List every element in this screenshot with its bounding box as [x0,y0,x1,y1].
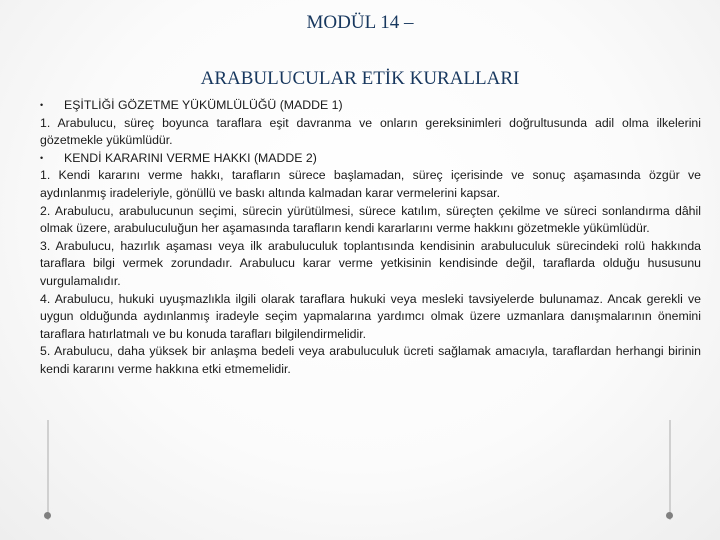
slide-title-line-1: MODÜL 14 – [306,12,414,33]
left-rail-dot [44,512,51,519]
right-rail-line [669,420,671,520]
right-rail-dot [666,512,673,519]
section-heading-text: EŞİTLİĞİ GÖZETME YÜKÜMLÜLÜĞÜ (MADDE 1) [64,98,343,112]
bullet-icon: • [40,100,44,110]
slide-body [40,97,701,379]
section-heading-madde-2 [40,150,701,168]
slide-title-line-2: ARABULUCULAR ETİK KURALLARI [200,68,520,89]
left-rail-line [47,420,49,520]
section-heading-madde-1 [40,97,701,115]
section-heading-text: KENDİ KARARINI VERME HAKKI (MADDE 2) [64,150,317,165]
paragraph-madde-2-item-2: 2. Arabulucu, arabulucunun seçimi, sürecin yürütülmesi, sürece katılım, süreçten çekilme ve süreci sonlandırma dâhil olmak üzere, arabuluculuğun her aşamasında tarafların kendi kararlarını verme hakkını gözetmekle yükümlüdür. [40,203,701,236]
paragraph-madde-1-item-1: 1. Arabulucu, süreç boyunca taraflara eşit davranma ve onların gereksinimleri doğrultusunda adil olma ilkelerini gözetmekle yükümlüdür. [40,115,701,148]
paragraph-madde-2-item-4: 4. Arabulucu, hukuki uyuşmazlıkla ilgili olarak taraflara hukuki veya mesleki tavsiyelerde bulunamaz. Ancak gerekli ve uygun olduğunda aydınlanmış iradeyle seçim yapmalarına yardımcı olmak üzere uzmanlara danışmalarının önemini taraflara hatırlatmalı ve bu konuda tarafları bilgilendirmelidir. [40,291,701,341]
bullet-icon: • [40,152,44,163]
paragraph-madde-2-item-5: 5. Arabulucu, daha yüksek bir anlaşma bedeli veya arabuluculuk ücreti sağlamak amacıyla, taraflardan herhangi birinin kendi kararını verme hakkına etki etmemelidir. [40,344,701,376]
paragraph-madde-2-item-1: 1. Kendi kararını verme hakkı, tarafların sürece başlamadan, süreç içerisinde ve sonuç aşamasında özgür ve aydınlanmış iradeleriyle, gönüllü ve baskı altında kalmadan karar vermelerini kapsar. [40,168,701,200]
paragraph-madde-2-item-3: 3. Arabulucu, hazırlık aşaması veya ilk arabuluculuk toplantısında kendisinin arabuluculuk sürecindeki rolü hakkında taraflara bilgi vermek zorundadır. Arabulucu karar verme yetkisinin kendisinde değil, taraflarda olduğu hususunu vurgulamalıdır. [40,238,701,288]
